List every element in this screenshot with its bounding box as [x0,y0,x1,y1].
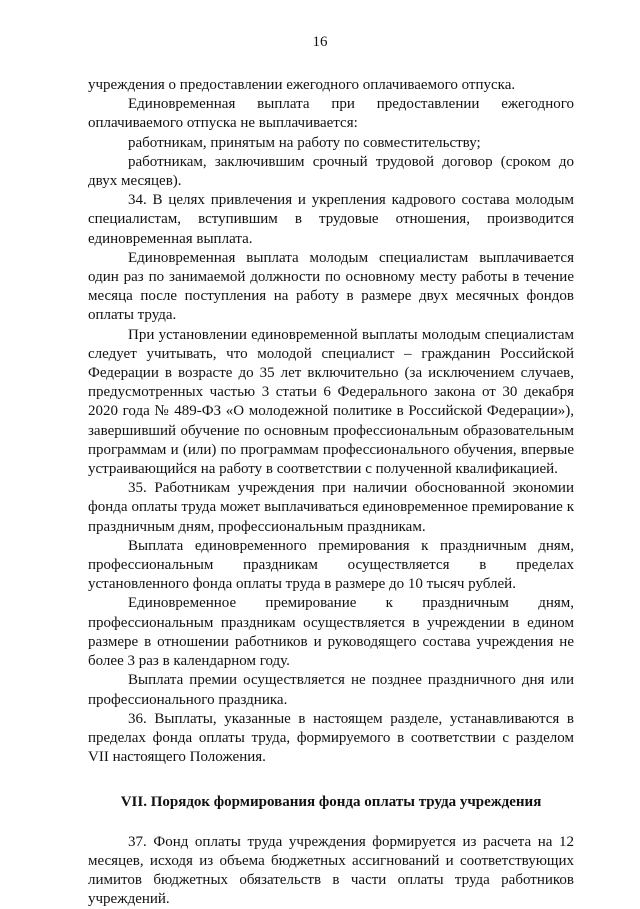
paragraph: При установлении единовременной выплаты молодым специалистам следует учитывать, что молодой специалист – гражданин Российской Федерации в возрасте до 35 лет включительно (за исключением случаев, предусмотренных частью 3 статьи 6 Федерального закона от 30 декабря 2020 года № 489-ФЗ «О молодежной политике в Российской Федерации»), завершивший обучение по основным профессиональным образовательным программам и (или) по программам профессионального обучения, впервые устраивающийся на работу в соответствии с полученной квалификацией. [88,326,574,478]
page-number: 16 [312,34,328,50]
clause-34: 34. В целях привлечения и укрепления кадрового состава молодым специалистам, вступившим в трудовые отношения, производится единовременная выплата. [88,192,574,247]
paragraph: Единовременное премирование к праздничным дням, профессиональным праздникам осуществляется в учреждении в едином размере в отношении работников и руководящего состава учреждения не более 3 раз в календарном году. [88,595,574,670]
paragraph: Единовременная выплата при предоставлении ежегодного оплачиваемого отпуска не выплачивается: [88,96,574,132]
clause-35: 35. Работникам учреждения при наличии обоснованной экономии фонда оплаты труда может выплачиваться единовременное премирование к праздничным дням, профессиональным праздникам. [88,480,574,535]
paragraph: Выплата премии осуществляется не позднее праздничного дня или профессионального праздника. [88,672,574,708]
paragraph: Единовременная выплата молодым специалистам выплачивается один раз по занимаемой должности по основному месту работы в течение месяца после поступления на работу в размере двух месячных фондов оплаты труда. [88,249,574,324]
paragraph: работникам, принятым на работу по совместительству; [128,134,481,151]
paragraph: работникам, заключившим срочный трудовой договор (сроком до двух месяцев). [88,153,574,190]
paragraph: Выплата единовременного премирования к праздничным дням, профессиональным праздникам осуществляется в пределах установленного фонда оплаты труда в размере до 10 тысяч рублей. [88,537,574,593]
clause-37: 37. Фонд оплаты труда учреждения формируется из расчета на 12 месяцев, исходя из объема бюджетных ассигнований и соответствующих лимитов бюджетных обязательств в части оплаты труда работников учреждений. [88,833,574,908]
paragraph-continuation: учреждения о предоставлении ежегодного оплачиваемого отпуска. [88,77,516,93]
clause-36: 36. Выплаты, указанные в настоящем разделе, устанавливаются в пределах фонда оплаты труда, формируемого в соответствии с разделом VII настоящего Положения. [88,710,574,766]
section-heading: VII. Порядок формирования фонда оплаты труда учреждения [120,794,542,811]
document-body [88,76,574,909]
